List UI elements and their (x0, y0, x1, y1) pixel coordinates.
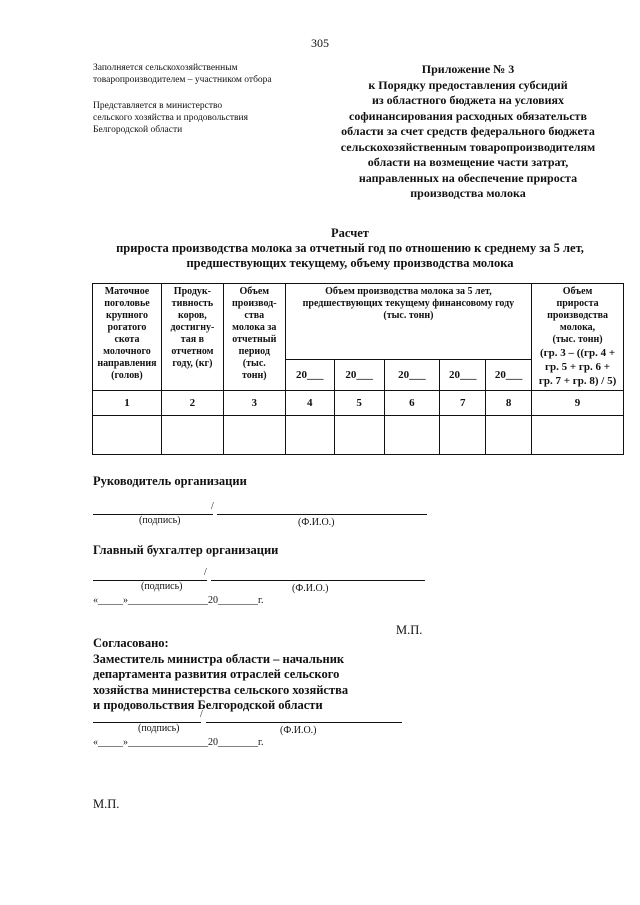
appendix-line: области на возмещение части затрат, (367, 155, 569, 169)
filled-by-note (93, 62, 323, 86)
column-number: 9 (532, 391, 624, 416)
slash: / (200, 709, 203, 720)
header-cell: Маточное поголовье крупного рогатого скота молочного направления (голов) (93, 284, 162, 391)
header-cell: Объем производ- ства молока за отчетный период (тыс. тонн) (223, 284, 285, 391)
input-cell[interactable] (532, 416, 624, 455)
column-number: 4 (285, 391, 334, 416)
column-number: 2 (161, 391, 223, 416)
input-cell[interactable] (440, 416, 486, 455)
agreed-line: Заместитель министра области – начальник (93, 651, 345, 666)
appendix-line: производства молока (410, 186, 526, 200)
column-number: 1 (93, 391, 162, 416)
head-title: Руководитель организации (93, 474, 247, 488)
input-cell[interactable] (285, 416, 334, 455)
input-cell[interactable] (384, 416, 440, 455)
signature-label: (подпись) (141, 581, 183, 592)
stamp-mark: М.П. (396, 623, 423, 637)
year-cell: 20___ (384, 359, 440, 390)
year-cell: 20___ (486, 359, 532, 390)
input-cell[interactable] (223, 416, 285, 455)
signature-label: (подпись) (138, 723, 180, 734)
input-cell[interactable] (93, 416, 162, 455)
column-number: 3 (223, 391, 285, 416)
agreed-line: департамента развития отраслей сельского (93, 667, 340, 681)
date-line[interactable]: «_____»________________20________г. (93, 737, 264, 748)
header-cell: Продук- тивность коров, достигну- тая в отчетном году, (кг) (161, 284, 223, 391)
note-line: Заполняется сельскохозяйственным (93, 63, 238, 73)
appendix-line: сельскохозяйственным товаропроизводителям (340, 139, 596, 154)
fio-label: (Ф.И.О.) (292, 583, 329, 594)
chief-accountant-title: Главный бухгалтер организации (93, 543, 279, 557)
fio-label: (Ф.И.О.) (280, 725, 317, 736)
year-cell: 20___ (285, 359, 334, 390)
input-cell[interactable] (486, 416, 532, 455)
year-cell: 20___ (440, 359, 486, 390)
header-cell: Объем прироста производства молока, (тыс. тонн) (гр. 3 – ((гр. 4 + гр. 5 + гр. 6 + гр. 7 + гр. 8) / 5) (532, 284, 624, 391)
column-number: 6 (384, 391, 440, 416)
input-cell[interactable] (334, 416, 384, 455)
appendix-line: из областного бюджета на условиях (371, 93, 565, 107)
note-line: Представляется в министерство (93, 101, 223, 111)
appendix-block (312, 62, 624, 202)
group-header-cell: Объем производства молока за 5 лет, предшествующих текущему финансовому году (тыс. тонн) (285, 284, 531, 360)
note-line: Белгородской области (93, 125, 183, 135)
signature-label: (подпись) (139, 515, 181, 526)
slash: / (211, 501, 214, 512)
appendix-title: Приложение № 3 (421, 62, 515, 76)
fio-line[interactable] (206, 722, 402, 723)
note-line: сельского хозяйства и продовольствия (93, 113, 248, 123)
slash: / (204, 567, 207, 578)
fio-line[interactable] (217, 514, 427, 515)
formula-text: (гр. 3 – ((гр. 4 + гр. 5 + гр. 6 + гр. 7 + гр. 8) / 5) (538, 347, 617, 387)
appendix-line: области за счет средств федерального бюджета (341, 124, 595, 138)
calculation-table (92, 283, 624, 455)
appendix-line: к Порядку предоставления субсидий (368, 77, 568, 92)
agreed-title: Согласовано: (93, 636, 169, 650)
agreed-line: хозяйства министерства сельского хозяйства (93, 682, 349, 697)
note-line: товаропроизводителем – участником отбора (93, 75, 272, 85)
agreed-block (93, 636, 473, 714)
column-number: 5 (334, 391, 384, 416)
stamp-mark: М.П. (93, 797, 120, 811)
document-title: Расчет (331, 226, 369, 240)
appendix-line: софинансирования расходных обязательств (349, 108, 587, 123)
table-row (93, 416, 624, 455)
agreed-line: и продовольствия Белгородской области (93, 698, 323, 712)
date-line[interactable]: «_____»________________20________г. (93, 595, 264, 606)
year-cell: 20___ (334, 359, 384, 390)
submitted-to-note (93, 100, 323, 136)
column-number: 7 (440, 391, 486, 416)
fio-label: (Ф.И.О.) (298, 517, 335, 528)
document-subtitle: предшествующих текущему, объему производства молока (186, 256, 514, 270)
column-number: 8 (486, 391, 532, 416)
page-number: 305 (311, 36, 329, 50)
fio-line[interactable] (211, 580, 425, 581)
appendix-line: направленных на обеспечение прироста (358, 170, 578, 185)
input-cell[interactable] (161, 416, 223, 455)
document-subtitle: прироста производства молока за отчетный год по отношению к среднему за 5 лет, (116, 241, 584, 255)
